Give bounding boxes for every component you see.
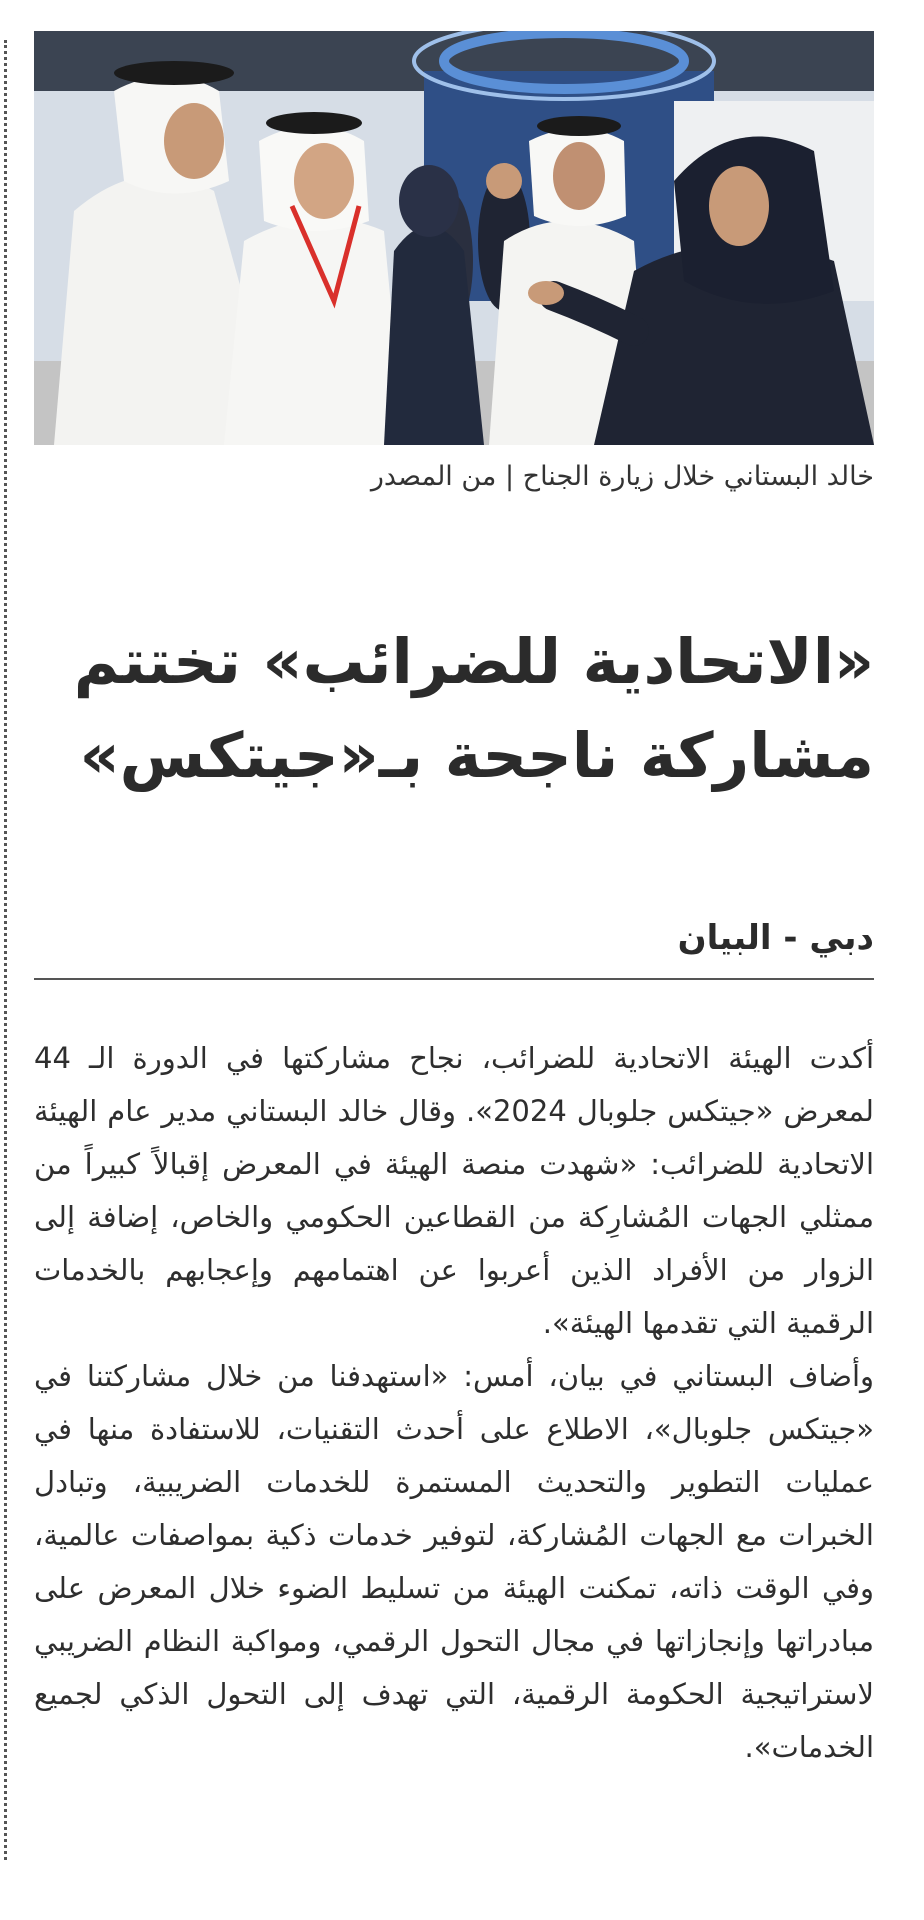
article-body [34, 1032, 874, 1774]
column-dotted-rule [4, 40, 7, 1860]
article-dateline: دبي - البيان [677, 918, 874, 958]
article-photo [34, 31, 874, 445]
photo-image [34, 31, 874, 445]
dateline-divider [34, 978, 874, 980]
article-headline [34, 615, 874, 803]
headline-line-2: مشاركة ناجحة بـ«جيتكس» [79, 719, 874, 792]
headline-line-1: «الاتحادية للضرائب» تختتم [73, 625, 874, 698]
body-paragraph-2: وأضاف البستاني في بيان، أمس: «استهدفنا من خلال مشاركتنا في «جيتكس جلوبال»، الاطلاع على أحدث التقنيات، للاستفادة منها في عمليات التطوير والتحديث المستمرة للخدمات الضريبية، وتبادل الخبرات مع الجهات المُشاركة، لتوفير خدمات ذكية بمواصفات عالمية، وفي الوقت ذاته، تمكنت الهيئة من تسليط الضوء خلال المعرض على مبادراتها وإنجازاتها في مجال التحول الرقمي، ومواكبة النظام الضريبي لاستراتيجية الحكومة الرقمية، التي تهدف إلى التحول الذكي لجميع الخدمات». [34, 1359, 874, 1764]
photo-caption: خالد البستاني خلال زيارة الجناح | من المصدر [370, 461, 874, 492]
body-paragraph-1: أكدت الهيئة الاتحادية للضرائب، نجاح مشاركتها في الدورة الـ 44 لمعرض «جيتكس جلوبال 2024». وقال خالد البستاني مدير عام الهيئة الاتحادية للضرائب: «شهدت منصة الهيئة في المعرض إقبالاً كبيراً من ممثلي الجهات المُشارِكة من القطاعين الحكومي والخاص، إضافة إلى الزوار من الأفراد الذين أعربوا عن اهتمامهم وإعجابهم بالخدمات الرقمية التي تقدمها الهيئة». [34, 1041, 874, 1340]
